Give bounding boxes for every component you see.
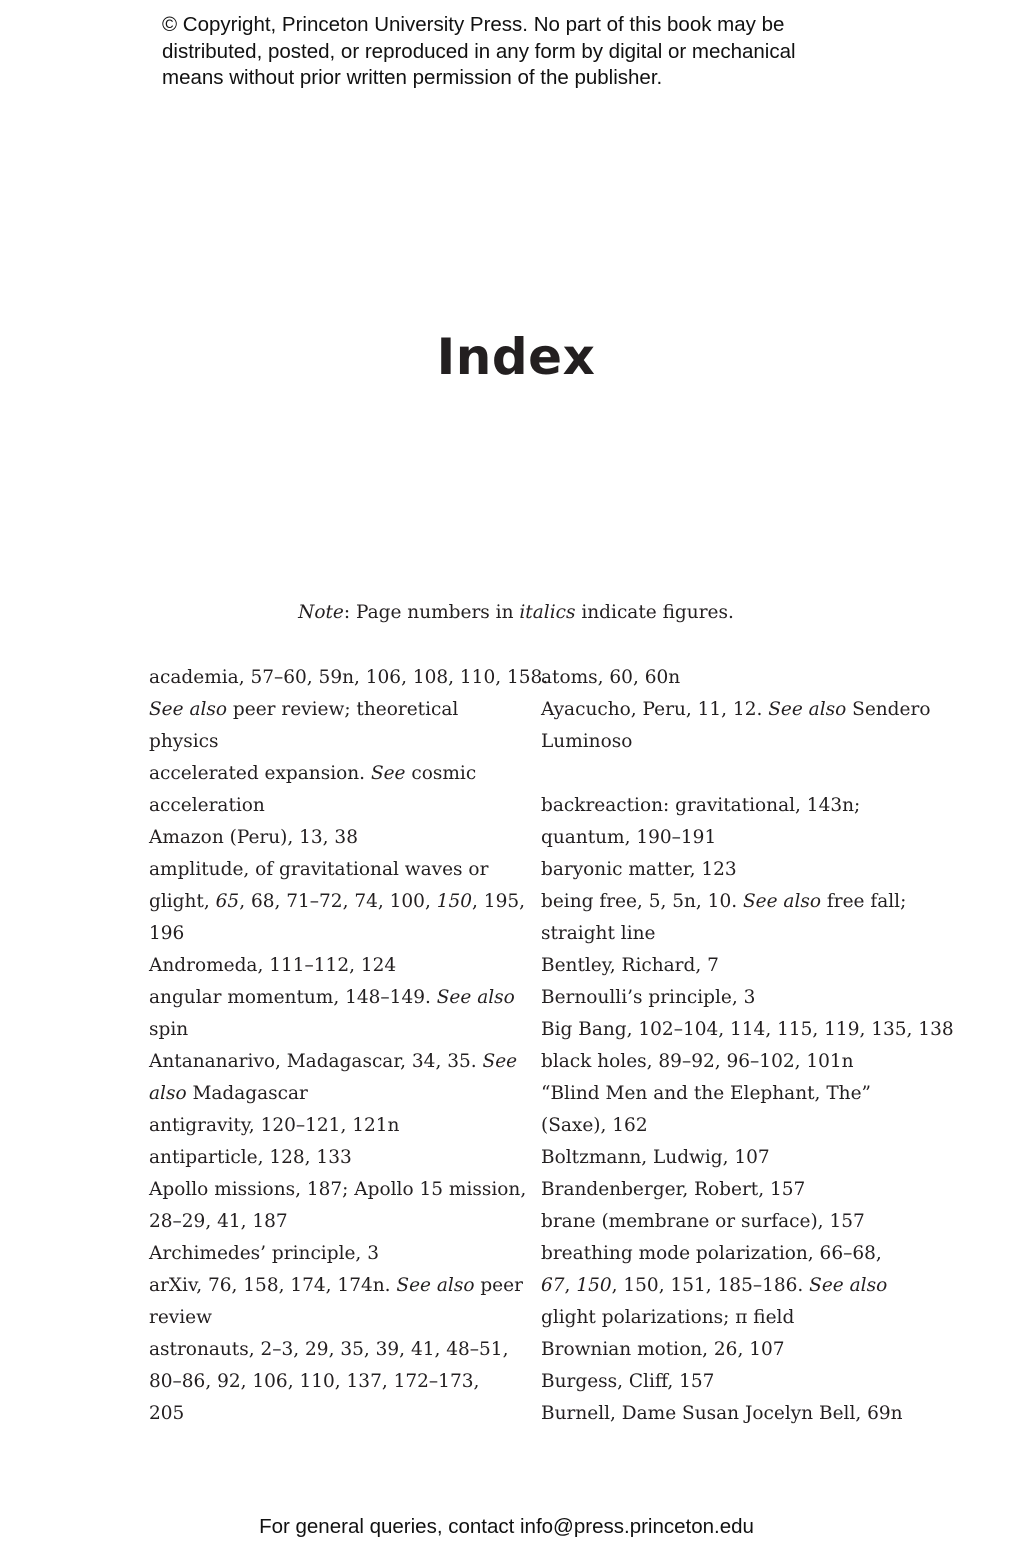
index-italic-text: See also	[742, 891, 822, 912]
index-entry	[541, 694, 931, 758]
index-column-right	[541, 662, 954, 1430]
index-entry-line	[149, 662, 549, 694]
index-entry-line	[149, 758, 519, 790]
index-italic-text: See also	[768, 699, 847, 720]
index-entry-line	[541, 1270, 921, 1302]
index-entry-line	[541, 886, 921, 918]
note-italic-word: italics	[519, 602, 576, 623]
index-entry	[149, 982, 519, 1046]
index-entry	[149, 822, 519, 854]
index-entry-line	[149, 1014, 519, 1046]
index-entry-line	[541, 1142, 921, 1174]
index-italic-text: See also	[436, 987, 515, 1008]
index-entry	[541, 1398, 921, 1430]
index-text: Big Bang, 102–104, 114, 115, 119, 135, 138	[541, 1019, 954, 1040]
index-text: Burgess, Cliff, 157	[541, 1371, 715, 1392]
index-text: angular momentum, 148–149.	[149, 987, 437, 1008]
copyright-line: means without prior written permission of the publisher.	[162, 66, 663, 89]
index-text: glight polarizations; π field	[541, 1307, 795, 1328]
index-text: , 68, 71–72, 74, 100,	[239, 891, 437, 912]
index-text: spin	[149, 1019, 189, 1040]
note-text: indicate figures.	[575, 602, 734, 623]
index-text: Burnell, Dame Susan Jocelyn Bell, 69n	[541, 1403, 903, 1424]
index-text: Amazon (Peru), 13, 38	[149, 827, 358, 848]
index-text: “Blind Men and the Elephant, The”	[541, 1083, 871, 1104]
index-entry-line	[541, 1206, 921, 1238]
index-text: academia, 57–60, 59n, 106, 108, 110, 158.	[149, 667, 549, 688]
index-text: acceleration	[149, 795, 265, 816]
index-entry	[541, 1142, 921, 1174]
index-text: 196	[149, 923, 185, 944]
letter-group-gap	[541, 758, 921, 790]
index-text: amplitude, of gravitational waves or	[149, 859, 489, 880]
index-italic-text: 65	[215, 891, 240, 912]
index-text: Archimedes’ principle, 3	[149, 1243, 379, 1264]
index-text: , 150, 151, 185–186.	[611, 1275, 810, 1296]
index-text: astronauts, 2–3, 29, 35, 39, 41, 48–51,	[149, 1339, 509, 1360]
index-text: review	[149, 1307, 212, 1328]
index-entry	[541, 1366, 921, 1398]
index-entry-line	[149, 1142, 519, 1174]
index-entry-line	[149, 1302, 519, 1334]
index-entry-line	[541, 1302, 921, 1334]
copyright-notice	[162, 12, 902, 92]
page-title: Index	[436, 328, 596, 386]
index-entry-line	[149, 1334, 519, 1366]
index-entry	[541, 1014, 954, 1046]
index-entry-line	[541, 950, 921, 982]
index-entry	[541, 1046, 921, 1078]
index-text: Sendero	[846, 699, 931, 720]
index-entry	[149, 662, 549, 758]
index-entry	[541, 854, 921, 886]
index-entry	[149, 1110, 519, 1142]
index-entry	[541, 982, 921, 1014]
index-text: straight line	[541, 923, 656, 944]
index-entry-line	[149, 918, 519, 950]
index-entry	[541, 950, 921, 982]
index-entry-line	[541, 1366, 921, 1398]
index-entry-line	[149, 854, 519, 886]
index-text: physics	[149, 731, 219, 752]
index-entry	[541, 662, 921, 694]
index-text: Bernoulli’s principle, 3	[541, 987, 756, 1008]
index-entry	[149, 1174, 527, 1238]
index-entry	[541, 790, 921, 854]
index-text: ,	[564, 1275, 577, 1296]
index-entry-line	[149, 1238, 519, 1270]
index-text: free fall;	[821, 891, 907, 912]
index-entry-line	[541, 1014, 954, 1046]
index-entry-line	[541, 854, 921, 886]
index-text: baryonic matter, 123	[541, 859, 737, 880]
index-text: Ayacucho, Peru, 11, 12.	[541, 699, 769, 720]
copyright-line: distributed, posted, or reproduced in any form by digital or mechanical	[162, 39, 796, 63]
index-entry	[149, 854, 525, 950]
index-text: (Saxe), 162	[541, 1115, 648, 1136]
index-text: Bentley, Richard, 7	[541, 955, 719, 976]
index-entry	[149, 1334, 519, 1430]
index-text: being free, 5, 5n, 10.	[541, 891, 743, 912]
index-text: Andromeda, 111–112, 124	[149, 955, 397, 976]
index-text: Boltzmann, Ludwig, 107	[541, 1147, 770, 1168]
index-entry	[149, 1270, 523, 1334]
index-entry-line	[149, 1366, 519, 1398]
index-text: Luminoso	[541, 731, 633, 752]
index-italic-text: 67	[541, 1275, 565, 1296]
index-text: antigravity, 120–121, 121n	[149, 1115, 400, 1136]
index-text: peer review; theoretical	[227, 699, 459, 720]
index-text: quantum, 190–191	[541, 827, 717, 848]
index-text: 28–29, 41, 187	[149, 1211, 288, 1232]
index-entry-line	[149, 1110, 519, 1142]
index-entry-line	[541, 790, 921, 822]
index-text: backreaction: gravitational, 143n;	[541, 795, 861, 816]
index-text: , 195,	[472, 891, 525, 912]
index-entry-line	[149, 950, 519, 982]
index-entry-line	[541, 1078, 921, 1110]
index-entry	[149, 1238, 519, 1270]
index-entry	[149, 1142, 519, 1174]
index-text: 205	[149, 1403, 185, 1424]
index-entry-line	[149, 1206, 519, 1238]
index-entry	[541, 1078, 921, 1142]
index-note	[0, 598, 1013, 628]
index-text: atoms, 60, 60n	[541, 667, 681, 688]
note-text: : Page numbers in	[343, 602, 520, 623]
index-italic-text: See	[370, 763, 406, 784]
index-entry-line	[149, 694, 519, 726]
index-text: peer	[474, 1275, 523, 1296]
index-text: glight,	[149, 891, 216, 912]
index-text: brane (membrane or surface), 157	[541, 1211, 865, 1232]
index-italic-text: See also	[809, 1275, 888, 1296]
index-entry	[149, 1046, 519, 1110]
index-entry-line	[541, 1174, 921, 1206]
index-text: Antananarivo, Madagascar, 34, 35.	[149, 1051, 483, 1072]
index-italic-text: See also	[149, 699, 228, 720]
index-entry-line	[149, 1398, 519, 1430]
index-text: breathing mode polarization, 66–68,	[541, 1243, 882, 1264]
index-entry-line	[149, 886, 525, 918]
index-italic-text: 150	[436, 891, 473, 912]
index-entry-line	[541, 1046, 921, 1078]
index-entry	[541, 1206, 921, 1238]
index-entry-line	[541, 982, 921, 1014]
index-text: 80–86, 92, 106, 110, 137, 172–173,	[149, 1371, 480, 1392]
index-text: Madagascar	[186, 1083, 308, 1104]
index-italic-text: also	[149, 1083, 187, 1104]
index-entry-line	[149, 1174, 527, 1206]
index-entry	[149, 950, 519, 982]
index-italic-text: See also	[396, 1275, 475, 1296]
index-entry-line	[541, 918, 921, 950]
index-entry	[541, 886, 921, 950]
index-entry-line	[541, 1238, 921, 1270]
index-entry-line	[541, 822, 921, 854]
index-entry-line	[149, 822, 519, 854]
index-entry-line	[149, 1078, 519, 1110]
note-label: Note	[298, 602, 344, 623]
index-entry-line	[541, 694, 931, 726]
index-text: accelerated expansion.	[149, 763, 371, 784]
index-entry-line	[149, 790, 519, 822]
index-entry-line	[149, 982, 519, 1014]
index-entry	[541, 1334, 921, 1366]
index-text: arXiv, 76, 158, 174, 174n.	[149, 1275, 397, 1296]
index-entry-line	[541, 726, 921, 758]
footer-contact: For general queries, contact info@press.princeton.edu	[259, 1515, 754, 1538]
index-text: black holes, 89–92, 96–102, 101n	[541, 1051, 854, 1072]
index-entry-line	[149, 1046, 519, 1078]
index-text: Brandenberger, Robert, 157	[541, 1179, 806, 1200]
index-text: antiparticle, 128, 133	[149, 1147, 352, 1168]
index-entry-line	[541, 1110, 921, 1142]
index-entry	[149, 758, 519, 822]
index-entry-line	[541, 1398, 921, 1430]
index-italic-text: 150	[576, 1275, 612, 1296]
index-column-left	[149, 662, 549, 1430]
index-entry-line	[541, 662, 921, 694]
index-entry	[541, 1238, 921, 1334]
index-entry-line	[149, 1270, 523, 1302]
index-entry	[541, 1174, 921, 1206]
index-text: Apollo missions, 187; Apollo 15 mission,	[149, 1179, 527, 1200]
index-italic-text: See	[482, 1051, 518, 1072]
index-text: Brownian motion, 26, 107	[541, 1339, 785, 1360]
index-text: cosmic	[405, 763, 477, 784]
index-entry-line	[541, 1334, 921, 1366]
copyright-line: © Copyright, Princeton University Press. No part of this book may be	[162, 13, 785, 36]
index-entry-line	[149, 726, 519, 758]
